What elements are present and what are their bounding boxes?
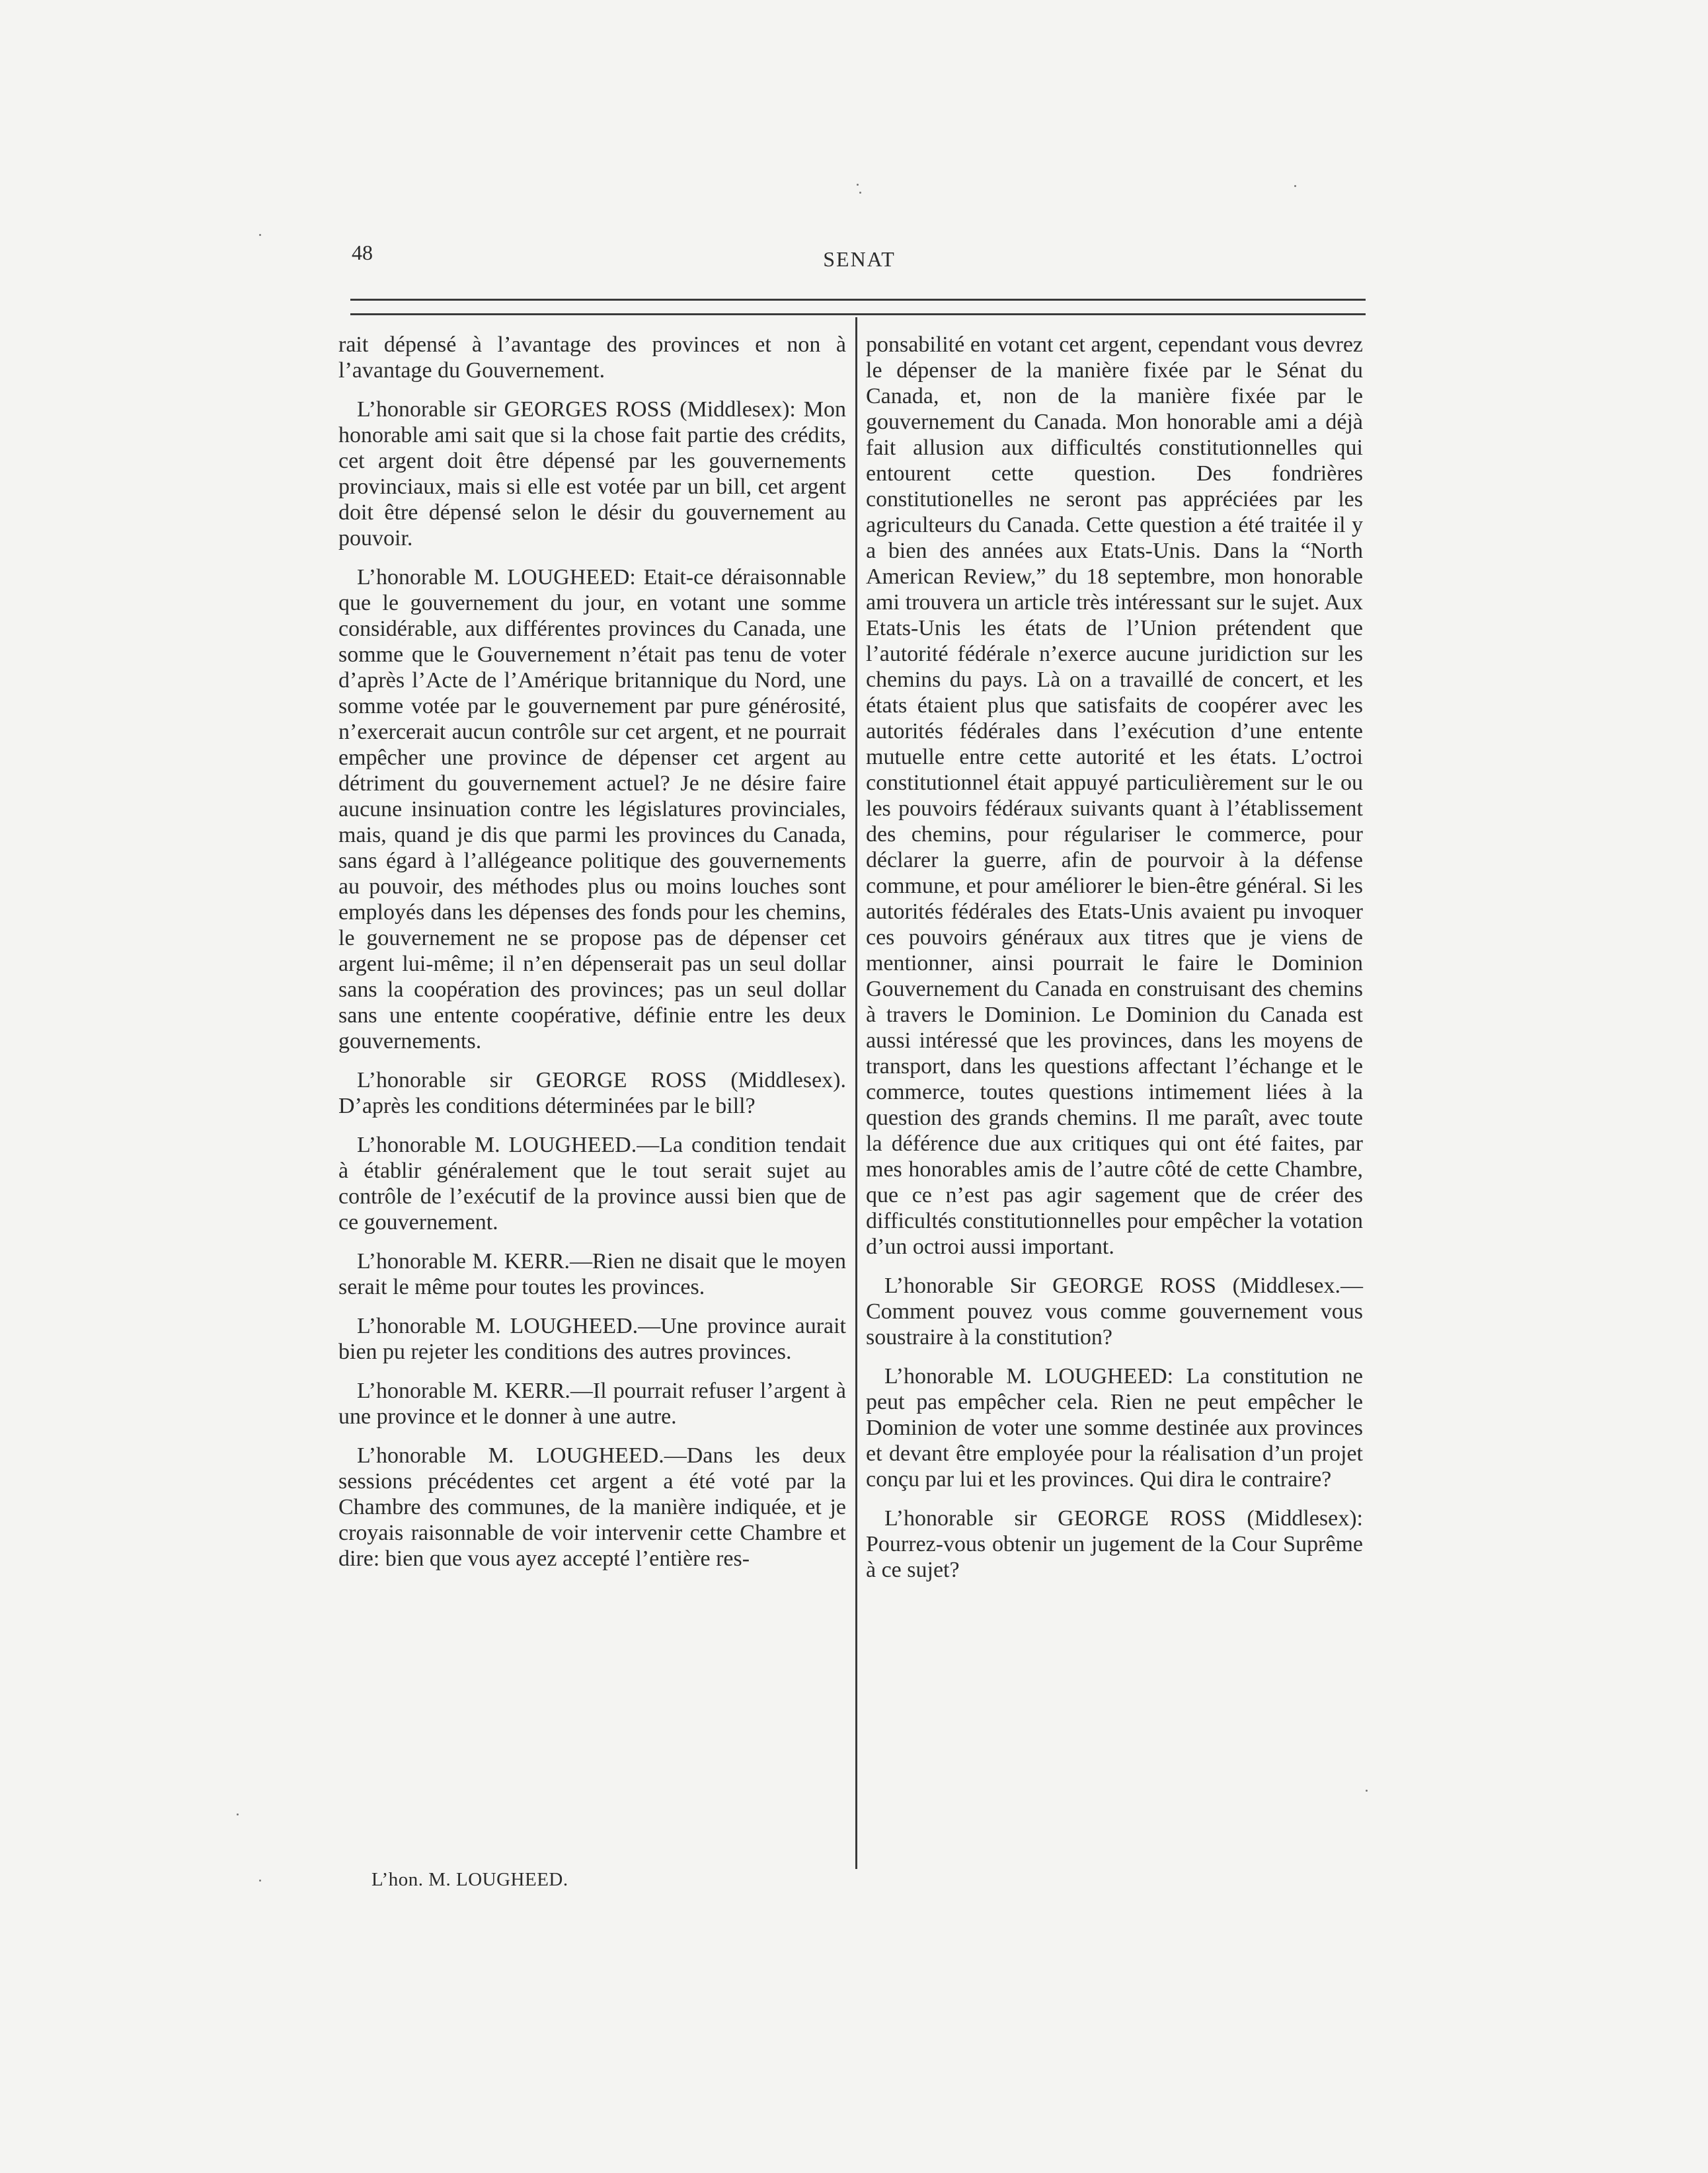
speech-paragraph: L’honorable M. LOUGHEED.—Une province aurait bien pu rejeter les conditions des autres provinces. xyxy=(338,1314,846,1364)
speech-paragraph: L’honorable M. KERR.—Rien ne disait que le moyen serait le même pour toutes les provinces. xyxy=(338,1249,846,1299)
scan-speck xyxy=(259,234,261,236)
header-rule-top xyxy=(350,299,1366,301)
scan-speck xyxy=(859,192,861,194)
speech-paragraph: L’honorable sir GEORGE ROSS (Middlesex). D’après les conditions déterminées par le bill? xyxy=(338,1068,846,1118)
left-column xyxy=(338,332,846,1585)
scan-speck xyxy=(237,1813,239,1815)
header-rule-bottom xyxy=(350,313,1366,315)
column-divider xyxy=(855,317,857,1869)
speech-paragraph: L’honorable M. LOUGHEED: Etait-ce déraisonnable que le gouvernement du jour, en votant une somme considérable, aux différentes provinces du Canada, une somme que le Gouvernement n’était pas tenu de voter d’après l’Acte de l’Amérique britannique du Nord, une somme votée par le gouvernement par pure générosité, n’exercerait aucun contrôle sur cet argent, et ne pourrait empêcher une province de dépenser cet argent au détriment du gouvernement actuel? Je ne désire faire aucune insinuation contre les législatures provinciales, mais, quand je dis que parmi les provinces du Canada, sans égard à l’allégeance politique des gouvernements au pouvoir, des méthodes plus ou moins louches sont employés dans les dépenses des fonds pour les chemins, le gouvernement ne se propose pas de dépenser cet argent lui-même; il n’en dépenserait pas un seul dollar sans la coopération des provinces; pas un seul dollar sans une entente coopérative, définie entre les deux gouvernements. xyxy=(338,565,846,1053)
scan-speck xyxy=(1366,1790,1368,1792)
speech-paragraph: L’honorable M. LOUGHEED.—Dans les deux sessions précédentes cet argent a été voté par la Chambre des communes, de la manière indiquée, et je croyais raisonnable de voir intervenir cette Chambre et dire: bien que vous ayez accepté l’entière res- xyxy=(338,1443,846,1571)
speech-paragraph: L’honorable sir GEORGES ROSS (Middlesex): Mon honorable ami sait que si la chose fait partie des crédits, cet argent doit être dépensé par les gouvernements provinciaux, mais si elle est votée par un bill, cet argent doit être dépensé selon le désir du gouvernement au pouvoir. xyxy=(338,397,846,551)
speech-paragraph: L’honorable M. LOUGHEED: La constitution ne peut pas empêcher cela. Rien ne peut empêcher le Dominion de voter une somme destinée aux provinces et devant être employée pour la réalisation d’un projet conçu par lui et les provinces. Qui dira le contraire? xyxy=(866,1364,1363,1492)
running-title: SENAT xyxy=(823,247,896,271)
running-footer: L’hon. M. LOUGHEED. xyxy=(371,1869,568,1890)
speech-paragraph: L’honorable M. LOUGHEED.—La condition tendait à établir généralement que le tout serait sujet au contrôle de l’exécutif de la province aussi bien que de ce gouvernement. xyxy=(338,1133,846,1235)
paragraph-continuation: rait dépensé à l’avantage des provinces et non à l’avantage du Gouvernement. xyxy=(338,332,846,383)
page-number: 48 xyxy=(352,241,373,264)
scan-speck xyxy=(1294,185,1296,187)
speech-paragraph: L’honorable Sir GEORGE ROSS (Middlesex.—Comment pouvez vous comme gouvernement vous soustraire à la constitution? xyxy=(866,1274,1363,1350)
speech-paragraph: L’honorable sir GEORGE ROSS (Middlesex): Pourrez-vous obtenir un jugement de la Cour Suprême à ce sujet? xyxy=(866,1506,1363,1582)
right-column xyxy=(866,332,1363,1596)
scan-speck xyxy=(857,184,859,186)
paragraph-continuation: ponsabilité en votant cet argent, cependant vous devrez le dépenser de la manière fixée par le Sénat du Canada, et, non de la manière fixée par le gouvernement du Canada. Mon honorable ami a déjà fait allusion aux difficultés constitutionnelles qui entourent cette question. Des fondrières constitutionelles ne seront pas appréciées par les agriculteurs du Canada. Cette question a été traitée il y a bien des années aux Etats-Unis. Dans la “North American Review,” du 18 septembre, mon honorable ami trouvera un article très intéressant sur le sujet. Aux Etats-Unis les états de l’Union prétendent que l’autorité fédérale n’exerce aucune juridiction sur les chemins du pays. Là on a travaillé de concert, et les états étaient plus que satisfaits de coopérer avec les autorités fédérales dans l’exécution d’une entente mutuelle entre cette autorité et les états. L’octroi constitutionnel était appuyé particulièrement sur le ou les pouvoirs fédéraux suivants quant à l’établissement des chemins, pour régulariser le commerce, pour déclarer la guerre, afin de pourvoir à la défense commune, et pour améliorer le bien-être général. Si les autorités fédérales des Etats-Unis avaient pu invoquer ces pouvoirs généraux aux titres que je viens de mentionner, ainsi pourrait le faire le Dominion Gouvernement du Canada en construisant des chemins à travers le Dominion. Le Dominion du Canada est aussi intéressé que les provinces, dans les moyens de transport, dans les questions affectant l’échange et le commerce, toutes questions intimement liées à la question des grands chemins. Il me paraît, avec toute la déférence due aux critiques qui ont été faites, par mes honorables amis de l’autre côté de cette Chambre, que ce n’est pas agir sagement que de créer des difficultés constitutionnelles pour empêcher la votation d’un octroi aussi important. xyxy=(866,332,1363,1259)
speech-paragraph: L’honorable M. KERR.—Il pourrait refuser l’argent à une province et le donner à une autre. xyxy=(338,1379,846,1429)
scan-speck xyxy=(259,1880,261,1882)
